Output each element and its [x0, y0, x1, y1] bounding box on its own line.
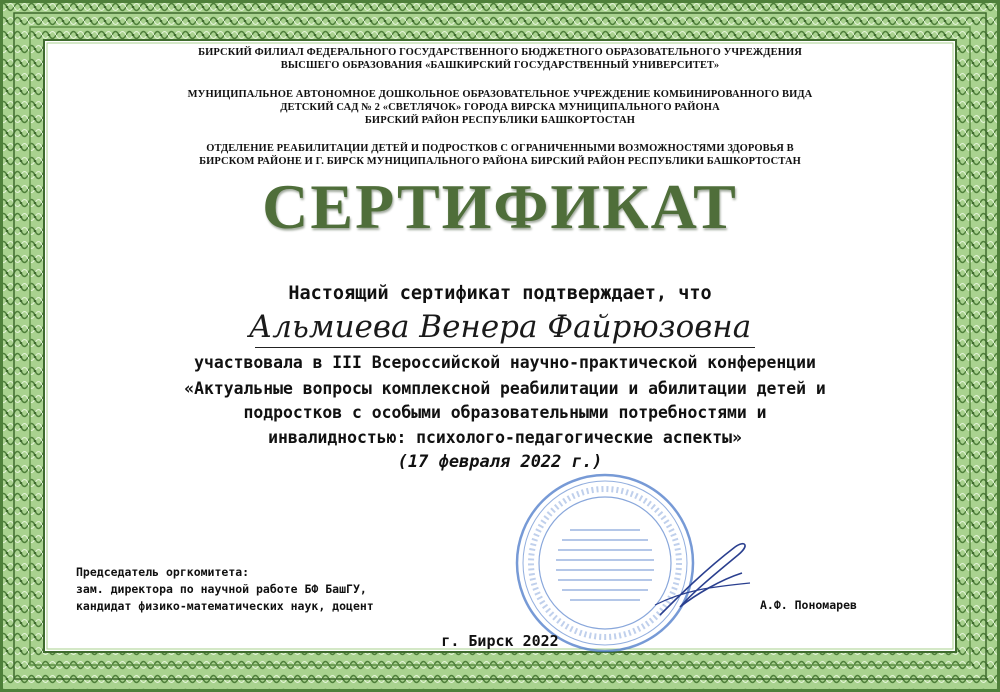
org-header-2: [100, 88, 900, 127]
body-line: «Актуальные вопросы комплексной реабилитации и абилитации детей и: [184, 379, 826, 398]
signature-graphic: [650, 535, 760, 625]
signatory-degree: кандидат физико-математических наук, доцент: [76, 599, 374, 613]
city-year: г. Бирск 2022: [441, 632, 559, 650]
org-header-1: [100, 46, 900, 72]
signatory-role: Председатель оргкомитета:: [76, 565, 250, 579]
body-line: инвалидностью: психолого-педагогические аспекты»: [268, 428, 742, 447]
org-header-2-line: МУНИЦИПАЛЬНОЕ АВТОНОМНОЕ ДОШКОЛЬНОЕ ОБРАЗОВАТЕЛЬНОЕ УЧРЕЖДЕНИЕ КОМБИНИРОВАННОГО ВИДА: [187, 89, 813, 100]
confirm-text: Настоящий сертификат подтверждает, что: [288, 283, 712, 304]
body-line: подростков с особыми образовательными потребностями и: [243, 403, 767, 422]
signatory-position: зам. директора по научной работе БФ БашГУ,: [76, 582, 367, 596]
org-header-3: [100, 142, 900, 168]
org-header-3-line: ОТДЕЛЕНИЕ РЕАБИЛИТАЦИИ ДЕТЕЙ И ПОДРОСТКОВ С ОГРАНИЧЕННЫМИ ВОЗМОЖНОСТЯМИ ЗДОРОВЬЯ В: [206, 143, 794, 154]
body-line: участвовала в III Всероссийской научно-практической конференции: [194, 353, 816, 372]
name-underline: [255, 347, 755, 348]
org-header-1-line: БИРСКИЙ ФИЛИАЛ ФЕДЕРАЛЬНОГО ГОСУДАРСТВЕННОГО БЮДЖЕТНОГО ОБРАЗОВАТЕЛЬНОГО УЧРЕЖДЕНИЯ: [198, 47, 802, 58]
signatory-block: [76, 564, 374, 615]
signatory-name: А.Ф. Пономарев: [760, 598, 857, 612]
recipient-name: Альмиева Венера Файрюзовна: [248, 309, 752, 345]
certificate-title: СЕРТИФИКАТ: [262, 171, 738, 242]
org-header-3-line: БИРСКОМ РАЙОНЕ И Г. БИРСК МУНИЦИПАЛЬНОГО РАЙОНА БИРСКИЙ РАЙОН РЕСПУБЛИКИ БАШКОРТОСТАН: [199, 156, 801, 167]
org-header-2-line: БИРСКИЙ РАЙОН РЕСПУБЛИКИ БАШКОРТОСТАН: [364, 115, 636, 126]
org-header-1-line: ВЫСШЕГО ОБРАЗОВАНИЯ «БАШКИРСКИЙ ГОСУДАРСТВЕННЫЙ УНИВЕРСИТЕТ»: [280, 60, 720, 71]
org-header-2-line: ДЕТСКИЙ САД № 2 «СВЕТЛЯЧОК» ГОРОДА ВИРСКА МУНИЦИПАЛЬНОГО РАЙОНА: [280, 102, 720, 113]
event-date: (17 февраля 2022 г.): [397, 452, 603, 472]
